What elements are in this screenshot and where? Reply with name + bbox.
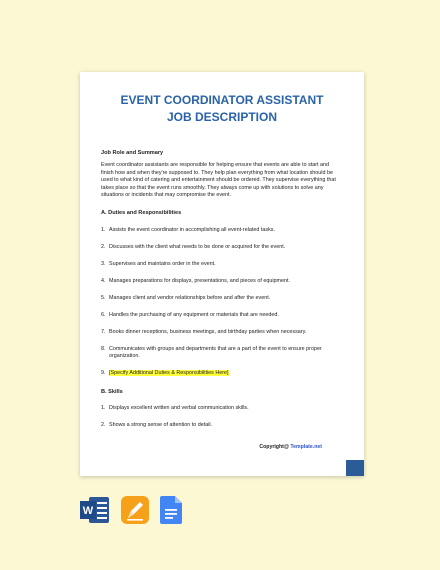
document-page xyxy=(80,72,364,476)
corner-accent xyxy=(346,460,364,476)
document-body xyxy=(101,150,341,439)
highlighted-placeholder: [Specify Additional Duties & Responsibilities Here] xyxy=(109,370,229,377)
list-item: 3. Supervises and maintains order in the event. xyxy=(101,260,216,267)
word-icon[interactable] xyxy=(80,496,110,524)
skills-heading: B. Skills xyxy=(101,388,123,395)
pages-icon[interactable] xyxy=(120,496,150,524)
title-line-2: JOB DESCRIPTION xyxy=(166,110,277,124)
list-item: 1. Displays excellent written and verbal communication skills. xyxy=(101,405,249,412)
duties-list xyxy=(101,227,341,378)
svg-text:W: W xyxy=(82,505,94,517)
title-line-1: EVENT COORDINATOR ASSISTANT xyxy=(120,93,324,107)
list-item: 5. Manages client and vendor relationships before and after the event. xyxy=(101,294,271,301)
google-docs-icon[interactable] xyxy=(156,496,186,524)
duties-heading: A. Duties and Responsibilities xyxy=(101,210,182,217)
list-item: 7. Books dinner receptions, business meetings, and birthday parties when necessary. xyxy=(101,328,307,335)
copyright-notice: Copyright@ Template.net xyxy=(259,444,322,450)
brand-name: Template.net xyxy=(290,444,322,450)
list-item: 4. Manages preparations for displays, presentations, and pieces of equipment. xyxy=(101,277,290,284)
list-item: 8. Communicates with groups and departments that are a part of the event to ensure proper organization. xyxy=(101,345,322,360)
list-item: 2. Shows a strong sense of attention to detail. xyxy=(101,422,213,429)
document-title xyxy=(80,92,364,126)
summary-heading: Job Role and Summary xyxy=(101,150,164,156)
list-item: 6. Handles the purchasing of any equipment or materials that are needed. xyxy=(101,311,279,318)
list-item: 9. [Specify Additional Duties & Responsibilities Here] xyxy=(101,370,229,377)
list-item: 2. Discusses with the client what needs to be done or acquired for the event. xyxy=(101,243,286,250)
list-item: 1. Assists the event coordinator in accomplishing all event-related tasks. xyxy=(101,226,275,233)
summary-paragraph: Event coordinator assistants are responsible for helping ensure that events are able to start and finish how and when they're supposed to. They help plan everything from what location should be used to what kind of catering and entertainment should be ordered. They supervise everything that takes place so that the event runs smoothly. They always come up with solutions to solve any situations or incidents that may compromise the event. xyxy=(101,162,336,199)
skills-list xyxy=(101,405,341,429)
